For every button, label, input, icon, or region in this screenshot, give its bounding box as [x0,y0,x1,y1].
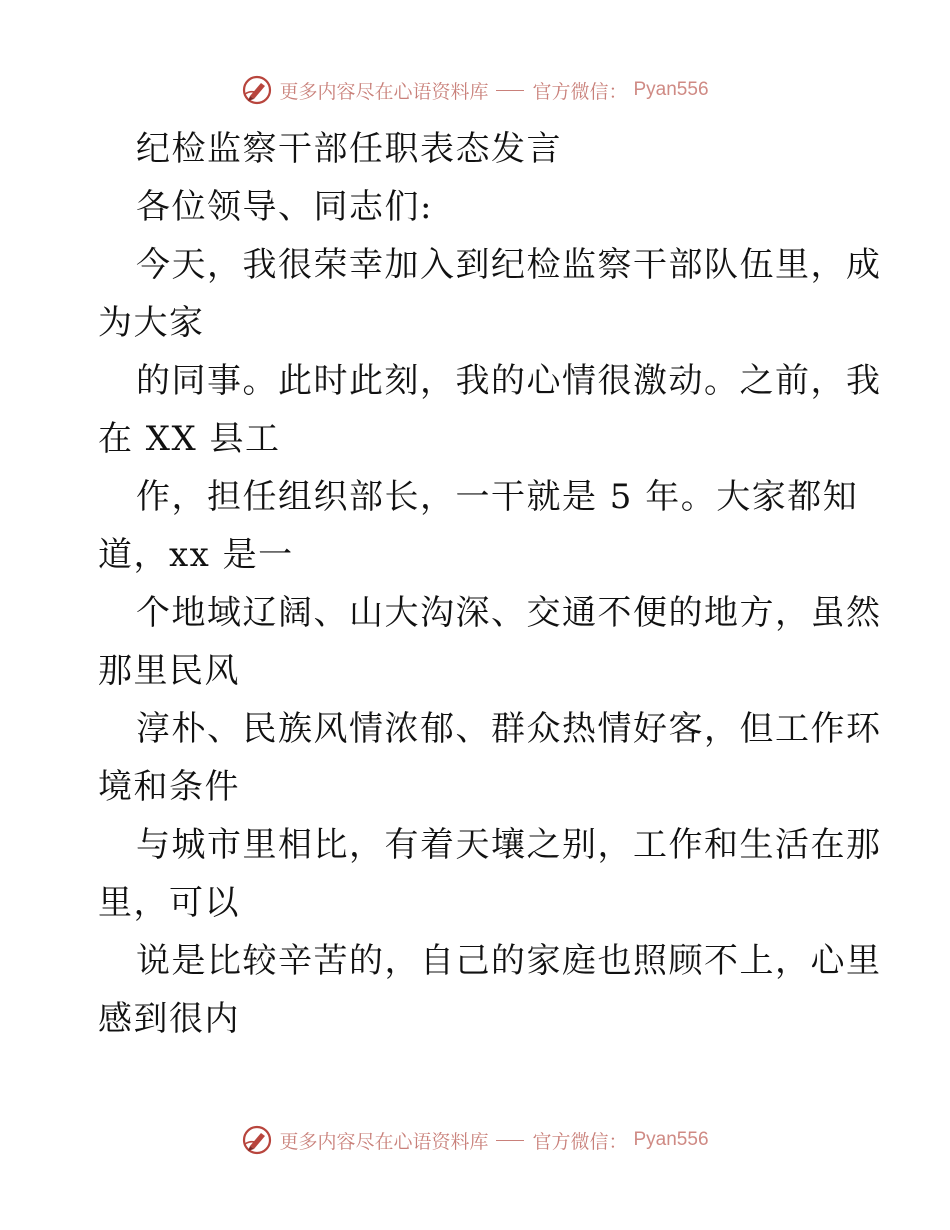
header-separator [496,90,524,91]
footer-wechat-id: Pyan556 [633,1129,709,1150]
text-line: 与城市里相比，有着天壤之别，工作和生活在那 [136,825,882,865]
header-wechat-id: Pyan556 [633,79,709,100]
text-line: 为大家 [98,303,205,343]
footer-separator [496,1140,524,1141]
header-wechat-label: 官方微信： [532,80,628,103]
text-line: 那里民风 [98,651,240,691]
text-line: 境和条件 [98,767,240,807]
text-line: 今天，我很荣幸加入到纪检监察干部队伍里，成 [136,245,882,285]
pen-logo-icon [241,74,273,106]
text-line: 里，可以 [98,883,240,923]
pen-logo-icon [241,1124,273,1156]
text-line: 个地域辽阔、山大沟深、交通不便的地方，虽然 [136,593,882,633]
text-line: 各位领导、同志们: [136,187,433,227]
document-body [98,120,882,1048]
text-line: 说是比较辛苦的，自己的家庭也照顾不上，心里 [136,941,882,981]
text-line: 淳朴、民族风情浓郁、群众热情好客，但工作环 [136,709,882,749]
header-banner-text: 更多内容尽在心语资料库 [279,80,489,103]
footer-banner-text: 更多内容尽在心语资料库 [279,1130,489,1153]
header-banner [0,72,950,108]
text-line: 在 XX 县工 [98,419,281,459]
text-line: 作，担任组织部长，一干就是 5 年。大家都知 [136,477,859,517]
footer-wechat-label: 官方微信： [532,1130,628,1153]
footer-banner [0,1122,950,1158]
text-line: 感到很内 [98,999,240,1039]
document-title: 纪检监察干部任职表态发言 [136,129,562,169]
text-line: 道，xx 是一 [98,535,294,575]
text-line: 的同事。此时此刻，我的心情很激动。之前，我 [136,361,882,401]
